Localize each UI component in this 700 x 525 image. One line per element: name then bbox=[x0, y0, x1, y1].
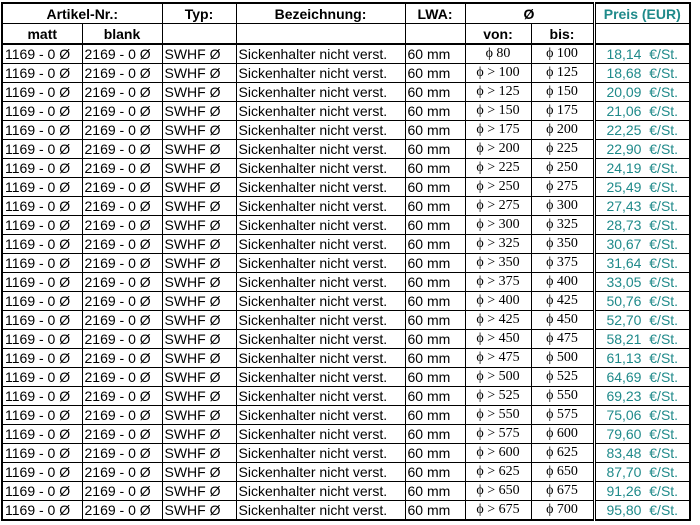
cell-matt: 1169 - 0 Ø bbox=[2, 64, 82, 83]
cell-typ: SWHF Ø bbox=[162, 368, 236, 387]
cell-matt: 1169 - 0 Ø bbox=[2, 292, 82, 311]
table-row bbox=[2, 406, 690, 425]
cell-von: ϕ 80 bbox=[465, 44, 531, 64]
table-row bbox=[2, 83, 690, 102]
cell-matt: 1169 - 0 Ø bbox=[2, 330, 82, 349]
cell-price bbox=[594, 463, 690, 482]
price-unit: €/St. bbox=[649, 160, 679, 176]
price-unit: €/St. bbox=[649, 198, 679, 214]
cell-bezeichnung: Sickenhalter nicht verst. bbox=[236, 178, 405, 197]
cell-bezeichnung: Sickenhalter nicht verst. bbox=[236, 44, 405, 64]
cell-typ: SWHF Ø bbox=[162, 44, 236, 64]
cell-bezeichnung: Sickenhalter nicht verst. bbox=[236, 463, 405, 482]
header-preis: Preis (EUR) bbox=[594, 3, 690, 24]
price-unit: €/St. bbox=[649, 369, 679, 385]
cell-bis: ϕ 700 bbox=[531, 501, 594, 521]
cell-price bbox=[594, 368, 690, 387]
table-row bbox=[2, 140, 690, 159]
cell-matt: 1169 - 0 Ø bbox=[2, 273, 82, 292]
price-value: 64,69 bbox=[606, 369, 642, 385]
cell-von: ϕ > 275 bbox=[465, 197, 531, 216]
cell-von: ϕ > 200 bbox=[465, 140, 531, 159]
cell-typ: SWHF Ø bbox=[162, 102, 236, 121]
cell-lwa: 60 mm bbox=[405, 64, 465, 83]
cell-bezeichnung: Sickenhalter nicht verst. bbox=[236, 216, 405, 235]
cell-typ: SWHF Ø bbox=[162, 64, 236, 83]
cell-bis: ϕ 375 bbox=[531, 254, 594, 273]
header-bis: bis: bbox=[531, 24, 594, 45]
table-row bbox=[2, 235, 690, 254]
cell-blank: 2169 - 0 Ø bbox=[82, 273, 162, 292]
price-value: 30,67 bbox=[606, 236, 642, 252]
cell-lwa: 60 mm bbox=[405, 387, 465, 406]
header-lwa: LWA: bbox=[405, 3, 465, 24]
header-von: von: bbox=[465, 24, 531, 45]
price-value: 61,13 bbox=[606, 350, 642, 366]
cell-price bbox=[594, 64, 690, 83]
cell-typ: SWHF Ø bbox=[162, 273, 236, 292]
cell-bis: ϕ 625 bbox=[531, 444, 594, 463]
cell-von: ϕ > 225 bbox=[465, 159, 531, 178]
price-value: 52,70 bbox=[606, 312, 642, 328]
header-diameter: Ø bbox=[465, 3, 594, 24]
cell-price bbox=[594, 349, 690, 368]
cell-bezeichnung: Sickenhalter nicht verst. bbox=[236, 425, 405, 444]
cell-matt: 1169 - 0 Ø bbox=[2, 387, 82, 406]
cell-von: ϕ > 125 bbox=[465, 83, 531, 102]
cell-von: ϕ > 100 bbox=[465, 64, 531, 83]
cell-lwa: 60 mm bbox=[405, 501, 465, 521]
price-unit: €/St. bbox=[649, 331, 679, 347]
table-row bbox=[2, 178, 690, 197]
cell-bezeichnung: Sickenhalter nicht verst. bbox=[236, 235, 405, 254]
cell-blank: 2169 - 0 Ø bbox=[82, 197, 162, 216]
cell-bezeichnung: Sickenhalter nicht verst. bbox=[236, 159, 405, 178]
cell-price bbox=[594, 273, 690, 292]
cell-blank: 2169 - 0 Ø bbox=[82, 121, 162, 140]
cell-blank: 2169 - 0 Ø bbox=[82, 406, 162, 425]
price-value: 91,26 bbox=[606, 483, 642, 499]
table-row bbox=[2, 349, 690, 368]
cell-matt: 1169 - 0 Ø bbox=[2, 406, 82, 425]
cell-von: ϕ > 600 bbox=[465, 444, 531, 463]
table-row bbox=[2, 159, 690, 178]
cell-matt: 1169 - 0 Ø bbox=[2, 121, 82, 140]
cell-lwa: 60 mm bbox=[405, 482, 465, 501]
cell-typ: SWHF Ø bbox=[162, 463, 236, 482]
cell-matt: 1169 - 0 Ø bbox=[2, 235, 82, 254]
price-unit: €/St. bbox=[649, 255, 679, 271]
cell-bezeichnung: Sickenhalter nicht verst. bbox=[236, 482, 405, 501]
cell-lwa: 60 mm bbox=[405, 159, 465, 178]
table-row bbox=[2, 387, 690, 406]
cell-typ: SWHF Ø bbox=[162, 197, 236, 216]
cell-bis: ϕ 275 bbox=[531, 178, 594, 197]
cell-matt: 1169 - 0 Ø bbox=[2, 159, 82, 178]
cell-typ: SWHF Ø bbox=[162, 425, 236, 444]
price-unit: €/St. bbox=[649, 236, 679, 252]
price-value: 69,23 bbox=[606, 388, 642, 404]
cell-lwa: 60 mm bbox=[405, 349, 465, 368]
cell-matt: 1169 - 0 Ø bbox=[2, 83, 82, 102]
header-matt: matt bbox=[2, 24, 82, 45]
cell-von: ϕ > 550 bbox=[465, 406, 531, 425]
cell-bezeichnung: Sickenhalter nicht verst. bbox=[236, 121, 405, 140]
cell-price bbox=[594, 83, 690, 102]
cell-bis: ϕ 575 bbox=[531, 406, 594, 425]
cell-blank: 2169 - 0 Ø bbox=[82, 463, 162, 482]
price-value: 24,19 bbox=[606, 160, 642, 176]
cell-bezeichnung: Sickenhalter nicht verst. bbox=[236, 387, 405, 406]
cell-price bbox=[594, 406, 690, 425]
cell-price bbox=[594, 330, 690, 349]
price-unit: €/St. bbox=[649, 464, 679, 480]
table-row bbox=[2, 501, 690, 521]
price-value: 83,48 bbox=[606, 445, 642, 461]
cell-typ: SWHF Ø bbox=[162, 83, 236, 102]
price-unit: €/St. bbox=[649, 350, 679, 366]
cell-blank: 2169 - 0 Ø bbox=[82, 444, 162, 463]
cell-matt: 1169 - 0 Ø bbox=[2, 349, 82, 368]
cell-von: ϕ > 675 bbox=[465, 501, 531, 521]
header-typ: Typ: bbox=[162, 3, 236, 24]
cell-bis: ϕ 175 bbox=[531, 102, 594, 121]
cell-blank: 2169 - 0 Ø bbox=[82, 235, 162, 254]
price-value: 31,64 bbox=[606, 255, 642, 271]
cell-price bbox=[594, 216, 690, 235]
price-unit: €/St. bbox=[649, 141, 679, 157]
table-row bbox=[2, 330, 690, 349]
price-value: 28,73 bbox=[606, 217, 642, 233]
cell-bis: ϕ 475 bbox=[531, 330, 594, 349]
price-value: 21,06 bbox=[606, 103, 642, 119]
cell-lwa: 60 mm bbox=[405, 425, 465, 444]
cell-bis: ϕ 600 bbox=[531, 425, 594, 444]
cell-bis: ϕ 525 bbox=[531, 368, 594, 387]
price-value: 79,60 bbox=[606, 426, 642, 442]
cell-lwa: 60 mm bbox=[405, 178, 465, 197]
cell-lwa: 60 mm bbox=[405, 83, 465, 102]
cell-blank: 2169 - 0 Ø bbox=[82, 425, 162, 444]
price-value: 22,90 bbox=[606, 141, 642, 157]
cell-lwa: 60 mm bbox=[405, 463, 465, 482]
cell-bezeichnung: Sickenhalter nicht verst. bbox=[236, 197, 405, 216]
cell-bis: ϕ 225 bbox=[531, 140, 594, 159]
cell-von: ϕ > 625 bbox=[465, 463, 531, 482]
cell-bezeichnung: Sickenhalter nicht verst. bbox=[236, 273, 405, 292]
cell-bis: ϕ 450 bbox=[531, 311, 594, 330]
cell-blank: 2169 - 0 Ø bbox=[82, 102, 162, 121]
table-row bbox=[2, 216, 690, 235]
cell-blank: 2169 - 0 Ø bbox=[82, 140, 162, 159]
price-unit: €/St. bbox=[649, 388, 679, 404]
cell-typ: SWHF Ø bbox=[162, 159, 236, 178]
cell-bezeichnung: Sickenhalter nicht verst. bbox=[236, 83, 405, 102]
cell-blank: 2169 - 0 Ø bbox=[82, 387, 162, 406]
cell-typ: SWHF Ø bbox=[162, 311, 236, 330]
cell-blank: 2169 - 0 Ø bbox=[82, 330, 162, 349]
cell-matt: 1169 - 0 Ø bbox=[2, 482, 82, 501]
table-row bbox=[2, 444, 690, 463]
cell-price bbox=[594, 501, 690, 521]
price-value: 27,43 bbox=[606, 198, 642, 214]
cell-matt: 1169 - 0 Ø bbox=[2, 311, 82, 330]
cell-price bbox=[594, 387, 690, 406]
cell-von: ϕ > 450 bbox=[465, 330, 531, 349]
cell-price bbox=[594, 178, 690, 197]
cell-price bbox=[594, 121, 690, 140]
cell-blank: 2169 - 0 Ø bbox=[82, 292, 162, 311]
cell-matt: 1169 - 0 Ø bbox=[2, 368, 82, 387]
header-artikel: Artikel-Nr.: bbox=[2, 3, 162, 24]
table-row bbox=[2, 425, 690, 444]
price-unit: €/St. bbox=[649, 426, 679, 442]
cell-lwa: 60 mm bbox=[405, 102, 465, 121]
price-value: 50,76 bbox=[606, 293, 642, 309]
cell-bezeichnung: Sickenhalter nicht verst. bbox=[236, 501, 405, 521]
price-unit: €/St. bbox=[649, 274, 679, 290]
cell-typ: SWHF Ø bbox=[162, 406, 236, 425]
cell-bis: ϕ 200 bbox=[531, 121, 594, 140]
cell-lwa: 60 mm bbox=[405, 444, 465, 463]
header-bezeichnung: Bezeichnung: bbox=[236, 3, 405, 24]
cell-von: ϕ > 175 bbox=[465, 121, 531, 140]
table-row bbox=[2, 102, 690, 121]
table-row bbox=[2, 64, 690, 83]
cell-von: ϕ > 375 bbox=[465, 273, 531, 292]
price-value: 22,25 bbox=[606, 122, 642, 138]
table-row bbox=[2, 44, 690, 64]
price-unit: €/St. bbox=[649, 217, 679, 233]
price-unit: €/St. bbox=[649, 407, 679, 423]
cell-lwa: 60 mm bbox=[405, 197, 465, 216]
cell-price bbox=[594, 140, 690, 159]
cell-matt: 1169 - 0 Ø bbox=[2, 44, 82, 64]
table-row bbox=[2, 121, 690, 140]
cell-bezeichnung: Sickenhalter nicht verst. bbox=[236, 292, 405, 311]
cell-lwa: 60 mm bbox=[405, 292, 465, 311]
cell-von: ϕ > 475 bbox=[465, 349, 531, 368]
cell-typ: SWHF Ø bbox=[162, 349, 236, 368]
price-unit: €/St. bbox=[649, 502, 679, 518]
cell-bezeichnung: Sickenhalter nicht verst. bbox=[236, 368, 405, 387]
cell-typ: SWHF Ø bbox=[162, 254, 236, 273]
cell-price bbox=[594, 311, 690, 330]
table-row bbox=[2, 482, 690, 501]
cell-price bbox=[594, 444, 690, 463]
cell-von: ϕ > 350 bbox=[465, 254, 531, 273]
price-value: 18,68 bbox=[606, 65, 642, 81]
price-unit: €/St. bbox=[649, 312, 679, 328]
cell-lwa: 60 mm bbox=[405, 254, 465, 273]
price-unit: €/St. bbox=[649, 122, 679, 138]
cell-typ: SWHF Ø bbox=[162, 216, 236, 235]
cell-von: ϕ > 400 bbox=[465, 292, 531, 311]
cell-price bbox=[594, 235, 690, 254]
cell-blank: 2169 - 0 Ø bbox=[82, 44, 162, 64]
cell-bezeichnung: Sickenhalter nicht verst. bbox=[236, 64, 405, 83]
cell-typ: SWHF Ø bbox=[162, 387, 236, 406]
price-value: 18,14 bbox=[606, 46, 642, 62]
cell-blank: 2169 - 0 Ø bbox=[82, 349, 162, 368]
cell-price bbox=[594, 197, 690, 216]
cell-bezeichnung: Sickenhalter nicht verst. bbox=[236, 102, 405, 121]
price-unit: €/St. bbox=[649, 46, 679, 62]
cell-lwa: 60 mm bbox=[405, 140, 465, 159]
cell-bis: ϕ 550 bbox=[531, 387, 594, 406]
cell-blank: 2169 - 0 Ø bbox=[82, 311, 162, 330]
cell-matt: 1169 - 0 Ø bbox=[2, 463, 82, 482]
cell-bis: ϕ 150 bbox=[531, 83, 594, 102]
cell-matt: 1169 - 0 Ø bbox=[2, 444, 82, 463]
cell-von: ϕ > 250 bbox=[465, 178, 531, 197]
cell-blank: 2169 - 0 Ø bbox=[82, 64, 162, 83]
cell-matt: 1169 - 0 Ø bbox=[2, 501, 82, 521]
cell-bis: ϕ 325 bbox=[531, 216, 594, 235]
header-blank: blank bbox=[82, 24, 162, 45]
cell-bezeichnung: Sickenhalter nicht verst. bbox=[236, 444, 405, 463]
cell-bis: ϕ 650 bbox=[531, 463, 594, 482]
cell-bezeichnung: Sickenhalter nicht verst. bbox=[236, 330, 405, 349]
cell-von: ϕ > 425 bbox=[465, 311, 531, 330]
cell-blank: 2169 - 0 Ø bbox=[82, 254, 162, 273]
cell-price bbox=[594, 159, 690, 178]
cell-blank: 2169 - 0 Ø bbox=[82, 482, 162, 501]
cell-bezeichnung: Sickenhalter nicht verst. bbox=[236, 311, 405, 330]
price-value: 87,70 bbox=[606, 464, 642, 480]
price-value: 25,49 bbox=[606, 179, 642, 195]
cell-matt: 1169 - 0 Ø bbox=[2, 102, 82, 121]
cell-typ: SWHF Ø bbox=[162, 235, 236, 254]
cell-bis: ϕ 300 bbox=[531, 197, 594, 216]
cell-price bbox=[594, 425, 690, 444]
table-row bbox=[2, 368, 690, 387]
cell-von: ϕ > 300 bbox=[465, 216, 531, 235]
cell-bezeichnung: Sickenhalter nicht verst. bbox=[236, 406, 405, 425]
header-row bbox=[2, 3, 690, 24]
cell-typ: SWHF Ø bbox=[162, 444, 236, 463]
cell-lwa: 60 mm bbox=[405, 406, 465, 425]
cell-typ: SWHF Ø bbox=[162, 292, 236, 311]
price-unit: €/St. bbox=[649, 103, 679, 119]
cell-price bbox=[594, 254, 690, 273]
cell-blank: 2169 - 0 Ø bbox=[82, 216, 162, 235]
cell-typ: SWHF Ø bbox=[162, 330, 236, 349]
cell-lwa: 60 mm bbox=[405, 330, 465, 349]
cell-bis: ϕ 125 bbox=[531, 64, 594, 83]
cell-lwa: 60 mm bbox=[405, 273, 465, 292]
table-row bbox=[2, 463, 690, 482]
price-table bbox=[1, 2, 691, 521]
cell-blank: 2169 - 0 Ø bbox=[82, 178, 162, 197]
table-row bbox=[2, 292, 690, 311]
cell-von: ϕ > 150 bbox=[465, 102, 531, 121]
cell-lwa: 60 mm bbox=[405, 121, 465, 140]
cell-bezeichnung: Sickenhalter nicht verst. bbox=[236, 254, 405, 273]
cell-blank: 2169 - 0 Ø bbox=[82, 501, 162, 521]
cell-lwa: 60 mm bbox=[405, 216, 465, 235]
cell-von: ϕ > 575 bbox=[465, 425, 531, 444]
cell-matt: 1169 - 0 Ø bbox=[2, 254, 82, 273]
cell-von: ϕ > 325 bbox=[465, 235, 531, 254]
cell-bezeichnung: Sickenhalter nicht verst. bbox=[236, 140, 405, 159]
cell-von: ϕ > 525 bbox=[465, 387, 531, 406]
cell-lwa: 60 mm bbox=[405, 235, 465, 254]
table-row bbox=[2, 197, 690, 216]
cell-bis: ϕ 675 bbox=[531, 482, 594, 501]
subheader-row bbox=[2, 24, 690, 45]
table-row bbox=[2, 311, 690, 330]
cell-bis: ϕ 100 bbox=[531, 44, 594, 64]
cell-lwa: 60 mm bbox=[405, 311, 465, 330]
cell-price bbox=[594, 102, 690, 121]
cell-typ: SWHF Ø bbox=[162, 501, 236, 521]
cell-typ: SWHF Ø bbox=[162, 140, 236, 159]
cell-bis: ϕ 425 bbox=[531, 292, 594, 311]
cell-typ: SWHF Ø bbox=[162, 121, 236, 140]
price-value: 75,06 bbox=[606, 407, 642, 423]
cell-bis: ϕ 250 bbox=[531, 159, 594, 178]
cell-bis: ϕ 500 bbox=[531, 349, 594, 368]
cell-von: ϕ > 500 bbox=[465, 368, 531, 387]
cell-price bbox=[594, 44, 690, 64]
cell-bis: ϕ 400 bbox=[531, 273, 594, 292]
cell-blank: 2169 - 0 Ø bbox=[82, 159, 162, 178]
price-unit: €/St. bbox=[649, 179, 679, 195]
cell-blank: 2169 - 0 Ø bbox=[82, 368, 162, 387]
price-value: 58,21 bbox=[606, 331, 642, 347]
cell-von: ϕ > 650 bbox=[465, 482, 531, 501]
price-value: 95,80 bbox=[606, 502, 642, 518]
cell-typ: SWHF Ø bbox=[162, 482, 236, 501]
cell-matt: 1169 - 0 Ø bbox=[2, 216, 82, 235]
cell-lwa: 60 mm bbox=[405, 368, 465, 387]
price-unit: €/St. bbox=[649, 445, 679, 461]
price-unit: €/St. bbox=[649, 293, 679, 309]
table-row bbox=[2, 254, 690, 273]
price-unit: €/St. bbox=[649, 483, 679, 499]
price-unit: €/St. bbox=[649, 65, 679, 81]
cell-lwa: 60 mm bbox=[405, 44, 465, 64]
price-unit: €/St. bbox=[649, 84, 679, 100]
cell-bezeichnung: Sickenhalter nicht verst. bbox=[236, 349, 405, 368]
cell-matt: 1169 - 0 Ø bbox=[2, 197, 82, 216]
price-value: 20,09 bbox=[606, 84, 642, 100]
cell-typ: SWHF Ø bbox=[162, 178, 236, 197]
cell-price bbox=[594, 292, 690, 311]
price-value: 33,05 bbox=[606, 274, 642, 290]
cell-matt: 1169 - 0 Ø bbox=[2, 178, 82, 197]
cell-blank: 2169 - 0 Ø bbox=[82, 83, 162, 102]
cell-matt: 1169 - 0 Ø bbox=[2, 425, 82, 444]
cell-price bbox=[594, 482, 690, 501]
cell-matt: 1169 - 0 Ø bbox=[2, 140, 82, 159]
table-row bbox=[2, 273, 690, 292]
cell-bis: ϕ 350 bbox=[531, 235, 594, 254]
